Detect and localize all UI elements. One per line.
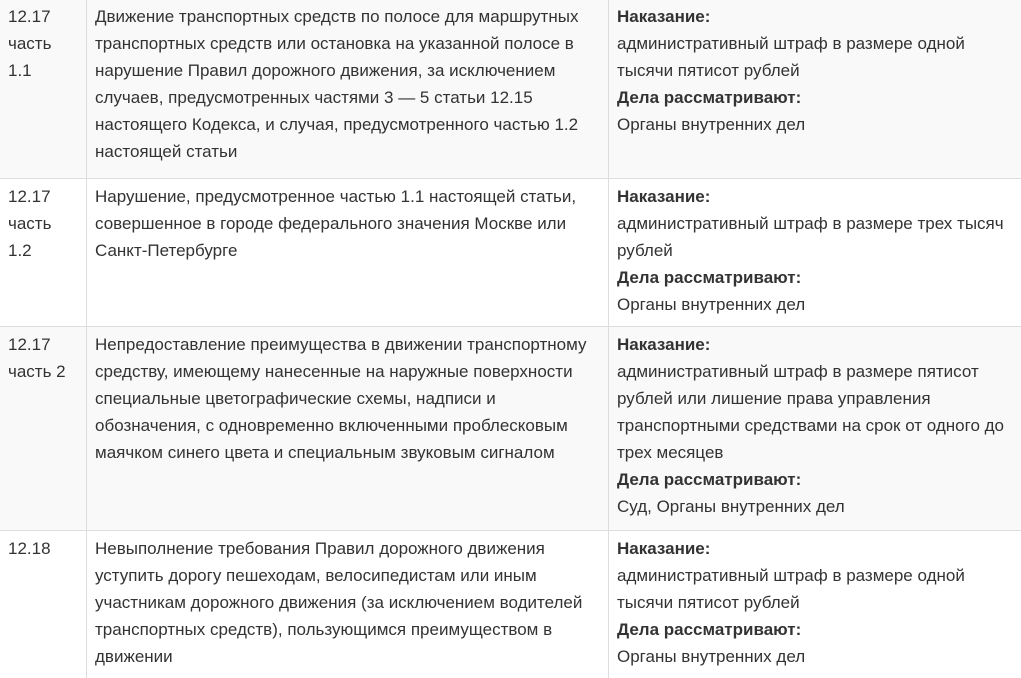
description-cell <box>87 531 609 678</box>
article-cell <box>0 179 87 327</box>
offense-description: Нарушение, предусмотренное частью 1.1 настоящей статьи, совершенное в городе федерального значения Москве или Санкт-Петербурге <box>95 187 577 260</box>
penalty-label: Наказание: <box>617 335 711 354</box>
penalty-text: административный штраф в размере одной тысячи пятисот рублей <box>617 566 965 612</box>
cases-label: Дела рассматривают: <box>617 470 802 489</box>
cases-label: Дела рассматривают: <box>617 620 802 639</box>
description-cell <box>87 327 609 531</box>
article-part: часть <box>8 34 52 53</box>
table-row <box>0 0 1021 179</box>
offense-description: Непредоставление преимущества в движении транспортному средству, имеющему нанесенные на наружные поверхности специальные цветографические схемы, надписи и обозначения, с одновременно включенными проблесковым маячком синего цвета и специальным звуковым сигналом <box>95 335 587 462</box>
article-part-number: 1.1 <box>8 61 32 80</box>
article-number: 12.17 <box>8 7 51 26</box>
article-part: часть <box>8 214 52 233</box>
cases-text: Органы внутренних дел <box>617 647 806 666</box>
article-number: 12.17 <box>8 335 51 354</box>
description-cell <box>87 0 609 179</box>
penalty-cell <box>609 327 1021 531</box>
article-cell <box>0 531 87 678</box>
offense-description: Невыполнение требования Правил дорожного движения уступить дорогу пешеходам, велосипедистам или иным участникам дорожного движения (за исключением водителей транспортных средств), пользующимся преимуществом в движении <box>95 539 583 666</box>
penalty-text: административный штраф в размере трех тысяч рублей <box>617 214 1004 260</box>
cases-text: Органы внутренних дел <box>617 115 806 134</box>
cases-label: Дела рассматривают: <box>617 268 802 287</box>
penalty-label: Наказание: <box>617 539 711 558</box>
cases-label: Дела рассматривают: <box>617 88 802 107</box>
offense-description: Движение транспортных средств по полосе для маршрутных транспортных средств или остановка на указанной полосе в нарушение Правил дорожного движения, за исключением случаев, предусмотренных частями 3 — 5 статьи 12.15 настоящего Кодекса, и случая, предусмотренного частью 1.2 настоящей статьи <box>95 7 579 161</box>
cases-text: Органы внутренних дел <box>617 295 806 314</box>
article-part: часть 2 <box>8 362 66 381</box>
penalty-label: Наказание: <box>617 187 711 206</box>
table-row <box>0 326 1021 531</box>
cases-text: Суд, Органы внутренних дел <box>617 497 845 516</box>
article-number: 12.17 <box>8 187 51 206</box>
article-number: 12.18 <box>8 539 51 558</box>
penalty-text: административный штраф в размере пятисот рублей или лишение права управления транспортными средствами на срок от одного до трех месяцев <box>617 362 1005 462</box>
article-cell <box>0 0 87 179</box>
penalty-cell <box>609 0 1021 179</box>
penalty-text: административный штраф в размере одной тысячи пятисот рублей <box>617 34 965 80</box>
table-row <box>0 530 1021 678</box>
penalty-cell <box>609 531 1021 678</box>
penalty-cell <box>609 179 1021 327</box>
description-cell <box>87 179 609 327</box>
article-cell <box>0 327 87 531</box>
table-row <box>0 178 1021 327</box>
penalty-label: Наказание: <box>617 7 711 26</box>
article-part-number: 1.2 <box>8 241 32 260</box>
